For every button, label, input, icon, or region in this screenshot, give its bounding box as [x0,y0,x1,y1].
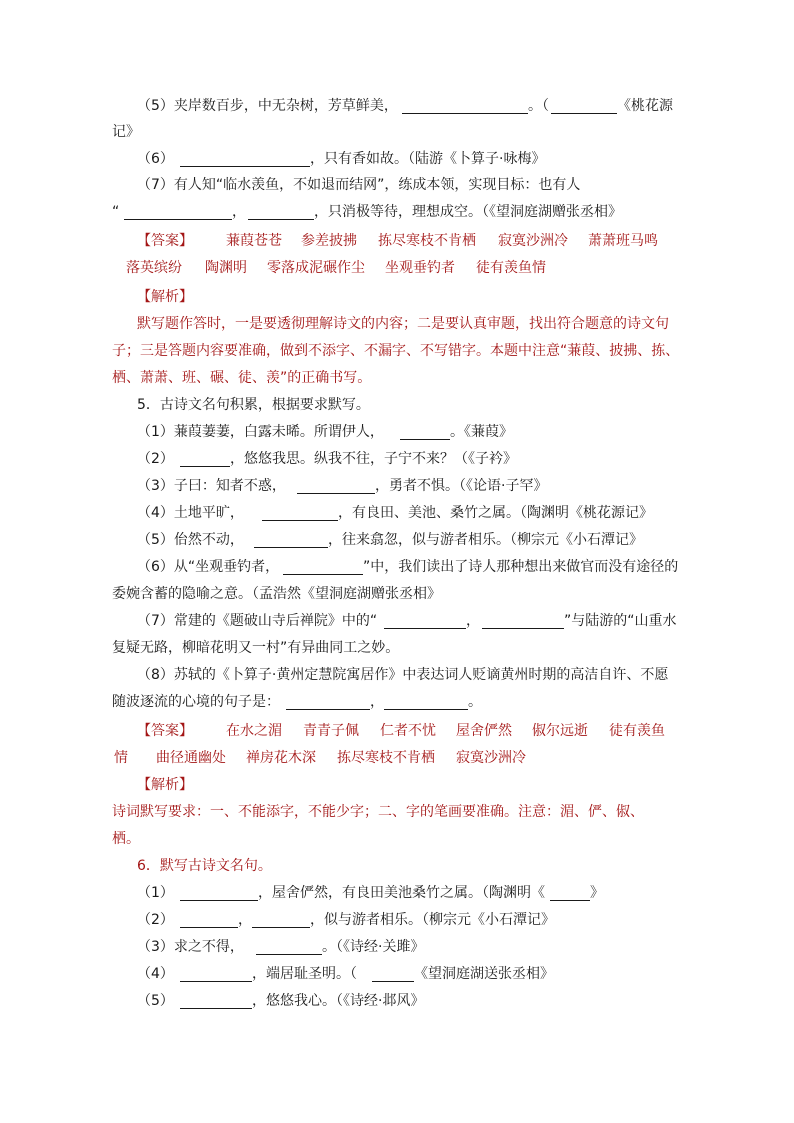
q4-item7-tail: ，只消极等待，理想成空。（《望洞庭湖赠张丞相》 [314,204,622,220]
answer-item: 在水之湄 [226,723,282,739]
answer-item: 徒有羡鱼 [609,723,665,739]
answer-blank[interactable] [384,614,466,629]
question-title: 6．默写古诗文名句。 [137,858,272,874]
answer-blank[interactable] [297,479,375,494]
q5-item5-tail: ，往来翕忽，似与游者相乐。（柳宗元《小石潭记》 [328,532,643,548]
q5-item-2 [0,448,794,470]
q5-item-5 [0,529,794,551]
answer-item: 坐观垂钓者 [385,260,455,276]
q6-item5-num: （5） [137,993,174,1009]
answer-blank[interactable] [124,205,232,220]
q5-item-8 [0,664,794,686]
q5-item1-source: 。《蒹葭》 [450,424,513,440]
q5-answer-row-2 [0,747,794,769]
q4-analysis-line-1 [0,313,794,335]
answer-item: 参差披拂 [301,233,357,249]
q4-analysis-label [0,286,794,308]
answer-item: 寂寞沙洲冷 [498,233,568,249]
q6-item4-text: ，端居耻圣明。（ [252,966,357,982]
q4-item-7 [0,174,794,196]
analysis-text: 栖。 [112,831,140,847]
answer-blank[interactable] [180,452,230,467]
q5-item8-comma: ， [370,694,384,710]
answer-item: 仁者不忧 [380,723,436,739]
q5-item8-prompt: 随波逐流的心境的句子是： [112,694,280,710]
answer-item: 曲径通幽处 [156,750,226,766]
q5-item-7-cont [0,637,794,659]
q6-item3-tail: 。（《诗经·关雎》 [322,939,425,955]
q5-item3-text: （3）子曰：知者不惑， [137,478,286,494]
q5-answer-row-1 [0,720,794,742]
answer-blank[interactable] [372,967,414,982]
q6-item4-num: （4） [137,966,174,982]
q4-item5-text: （5）夹岸数百步，中无杂树，芳草鲜美， [137,98,398,114]
q5-item1-text: （1）蒹葭萋萋，白露未晞。所谓伊人， [137,424,384,440]
answer-item: 萧萧班马鸣 [588,233,658,249]
analysis-label: 【解析】 [137,289,193,305]
answer-blank[interactable] [256,940,322,955]
q5-analysis-line-2 [0,828,794,850]
q6-item4-source: 《望洞庭湖送张丞相》 [414,966,554,982]
answer-blank[interactable] [254,533,328,548]
q4-answer-row-2 [0,257,794,279]
q4-analysis-line-2 [0,340,794,362]
q5-analysis-line-1 [0,801,794,823]
q4-item7-quote: “ [112,204,120,220]
q6-item2-comma: ， [238,912,252,928]
q5-item6-tail: ”中，我们读出了诗人那种想出来做官而没有途径的 [363,559,679,575]
answer-label: 【答案】 [137,723,193,739]
q5-item-1 [0,421,794,443]
q6-item2-num: （2） [137,912,174,928]
answer-item: 禅房花木深 [246,750,316,766]
q4-item-5 [0,95,794,117]
q5-item8-text: （8）苏轼的《卜算子·黄州定慧院寓居作》中表达词人贬谪黄州时期的高洁自许、不愿 [137,667,669,683]
q5-item5-text: （5）佁然不动， [137,532,244,548]
q4-answer-row-1 [0,230,794,252]
q4-item-6 [0,148,794,170]
question-title: 5．古诗文名句积累，根据要求默写。 [137,397,370,413]
q5-item2-num: （2） [137,451,174,467]
q6-item5-text: ，悠悠我心。（《诗经·邶风》 [252,993,425,1009]
q6-item1-text: ，屋舍俨然，有良田美池桑竹之属。（陶渊明《 [258,885,545,901]
q4-item5-punct: 。（ [528,98,549,114]
q5-item-6-cont [0,583,794,605]
answer-item: 拣尽寒枝不肯栖 [337,750,435,766]
q4-item-5-cont [0,121,794,143]
q4-item7-text: （7）有人知“临水羡鱼，不如退而结网”，练成本领，实现目标：也有人 [137,177,581,193]
answer-blank[interactable] [400,425,450,440]
q6-item2-text: ，似与游者相乐。（柳宗元《小石潭记》 [310,912,555,928]
q6-item-5 [0,990,794,1012]
answer-blank[interactable] [180,886,258,901]
answer-blank[interactable] [482,614,564,629]
q5-item7-comma: ， [466,613,480,629]
answer-item: 零落成泥碾作尘 [267,260,365,276]
answer-blank[interactable] [262,506,338,521]
answer-item: 俶尔远逝 [532,723,588,739]
q5-item4-tail: ，有良田、美池、桑竹之属。（陶渊明《桃花源记》 [338,505,653,521]
q5-item-6 [0,556,794,578]
answer-blank[interactable] [402,99,528,114]
q6-item-1 [0,882,794,904]
analysis-text: 子；三是答题内容要准确，做到不添字、不漏字、不写错字。本题中注意“蒹葭、披拂、拣、 [112,343,680,359]
answer-blank[interactable] [180,913,238,928]
answer-blank[interactable] [286,695,370,710]
answer-blank[interactable] [551,99,617,114]
analysis-label: 【解析】 [137,777,193,793]
q4-item5-source-end: 记》 [112,124,140,140]
q4-item5-source: 《桃花源 [617,98,673,114]
answer-item: 徒有羡鱼情 [476,260,546,276]
q6-item-4 [0,963,794,985]
q5-item-7 [0,610,794,632]
answer-item: 情 [114,750,128,766]
q5-item6-cont-text: 委婉含蓄的隐喻之意。（孟浩然《望洞庭湖赠张丞相》 [112,586,441,602]
analysis-text: 诗词默写要求：一、不能添字，不能少字；二、字的笔画要准确。注意：湄、俨、俶、 [112,804,644,820]
q5-item7-text: （7）常建的《题破山寺后禅院》中的“ [137,613,378,629]
q6-title [0,855,794,877]
answer-blank[interactable] [180,152,310,167]
q4-analysis-line-3 [0,367,794,389]
answer-item: 屋舍俨然 [456,723,512,739]
q4-item6-text: ，只有香如故。（陆游《卜算子·咏梅》 [310,151,546,167]
answer-blank[interactable] [180,967,252,982]
q5-item2-text: ，悠悠我思。纵我不往，子宁不来？（《子衿》 [230,451,517,467]
q5-item-8-cont [0,691,794,713]
answer-item: 青青子佩 [303,723,359,739]
answer-item: 寂寞沙洲冷 [456,750,526,766]
q6-item1-num: （1） [137,885,174,901]
q5-item7-cont-text: 复疑无路，柳暗花明又一村”有异曲同工之妙。 [112,640,400,656]
answer-blank[interactable] [248,205,314,220]
answer-item: 拣尽寒枝不肯栖 [378,233,476,249]
q6-item3-text: （3）求之不得， [137,939,244,955]
analysis-text: 栖、萧萧、班、碾、徒、羡”的正确书写。 [112,370,372,386]
q5-item3-tail: ，勇者不惧。（《论语·子罕》 [375,478,548,494]
q5-analysis-label [0,774,794,796]
answer-item: 陶渊明 [205,260,247,276]
q4-item-7-cont [0,201,794,223]
answer-label: 【答案】 [137,233,193,249]
q5-title [0,394,794,416]
q6-item1-end: 》 [590,885,604,901]
answer-item: 蒹葭苍苍 [226,233,282,249]
q5-item7-tail: ”与陆游的“山重水 [564,613,677,629]
answer-blank[interactable] [384,695,468,710]
q4-item7-comma: ， [232,204,246,220]
q5-item-4 [0,502,794,524]
q5-item8-end: 。 [468,694,482,710]
answer-blank[interactable] [252,913,310,928]
answer-blank[interactable] [283,560,363,575]
answer-blank[interactable] [180,994,252,1009]
q5-item6-text: （6）从“坐观垂钓者， [137,559,280,575]
q5-item-3 [0,475,794,497]
q6-item-3 [0,936,794,958]
answer-item: 落英缤纷 [126,260,182,276]
q6-item-2 [0,909,794,931]
q5-item4-text: （4）土地平旷， [137,505,244,521]
analysis-text: 默写题作答时，一是要透彻理解诗文的内容；二是要认真审题，找出符合题意的诗文句 [137,316,669,332]
answer-blank[interactable] [550,886,590,901]
q4-item6-num: （6） [137,151,174,167]
